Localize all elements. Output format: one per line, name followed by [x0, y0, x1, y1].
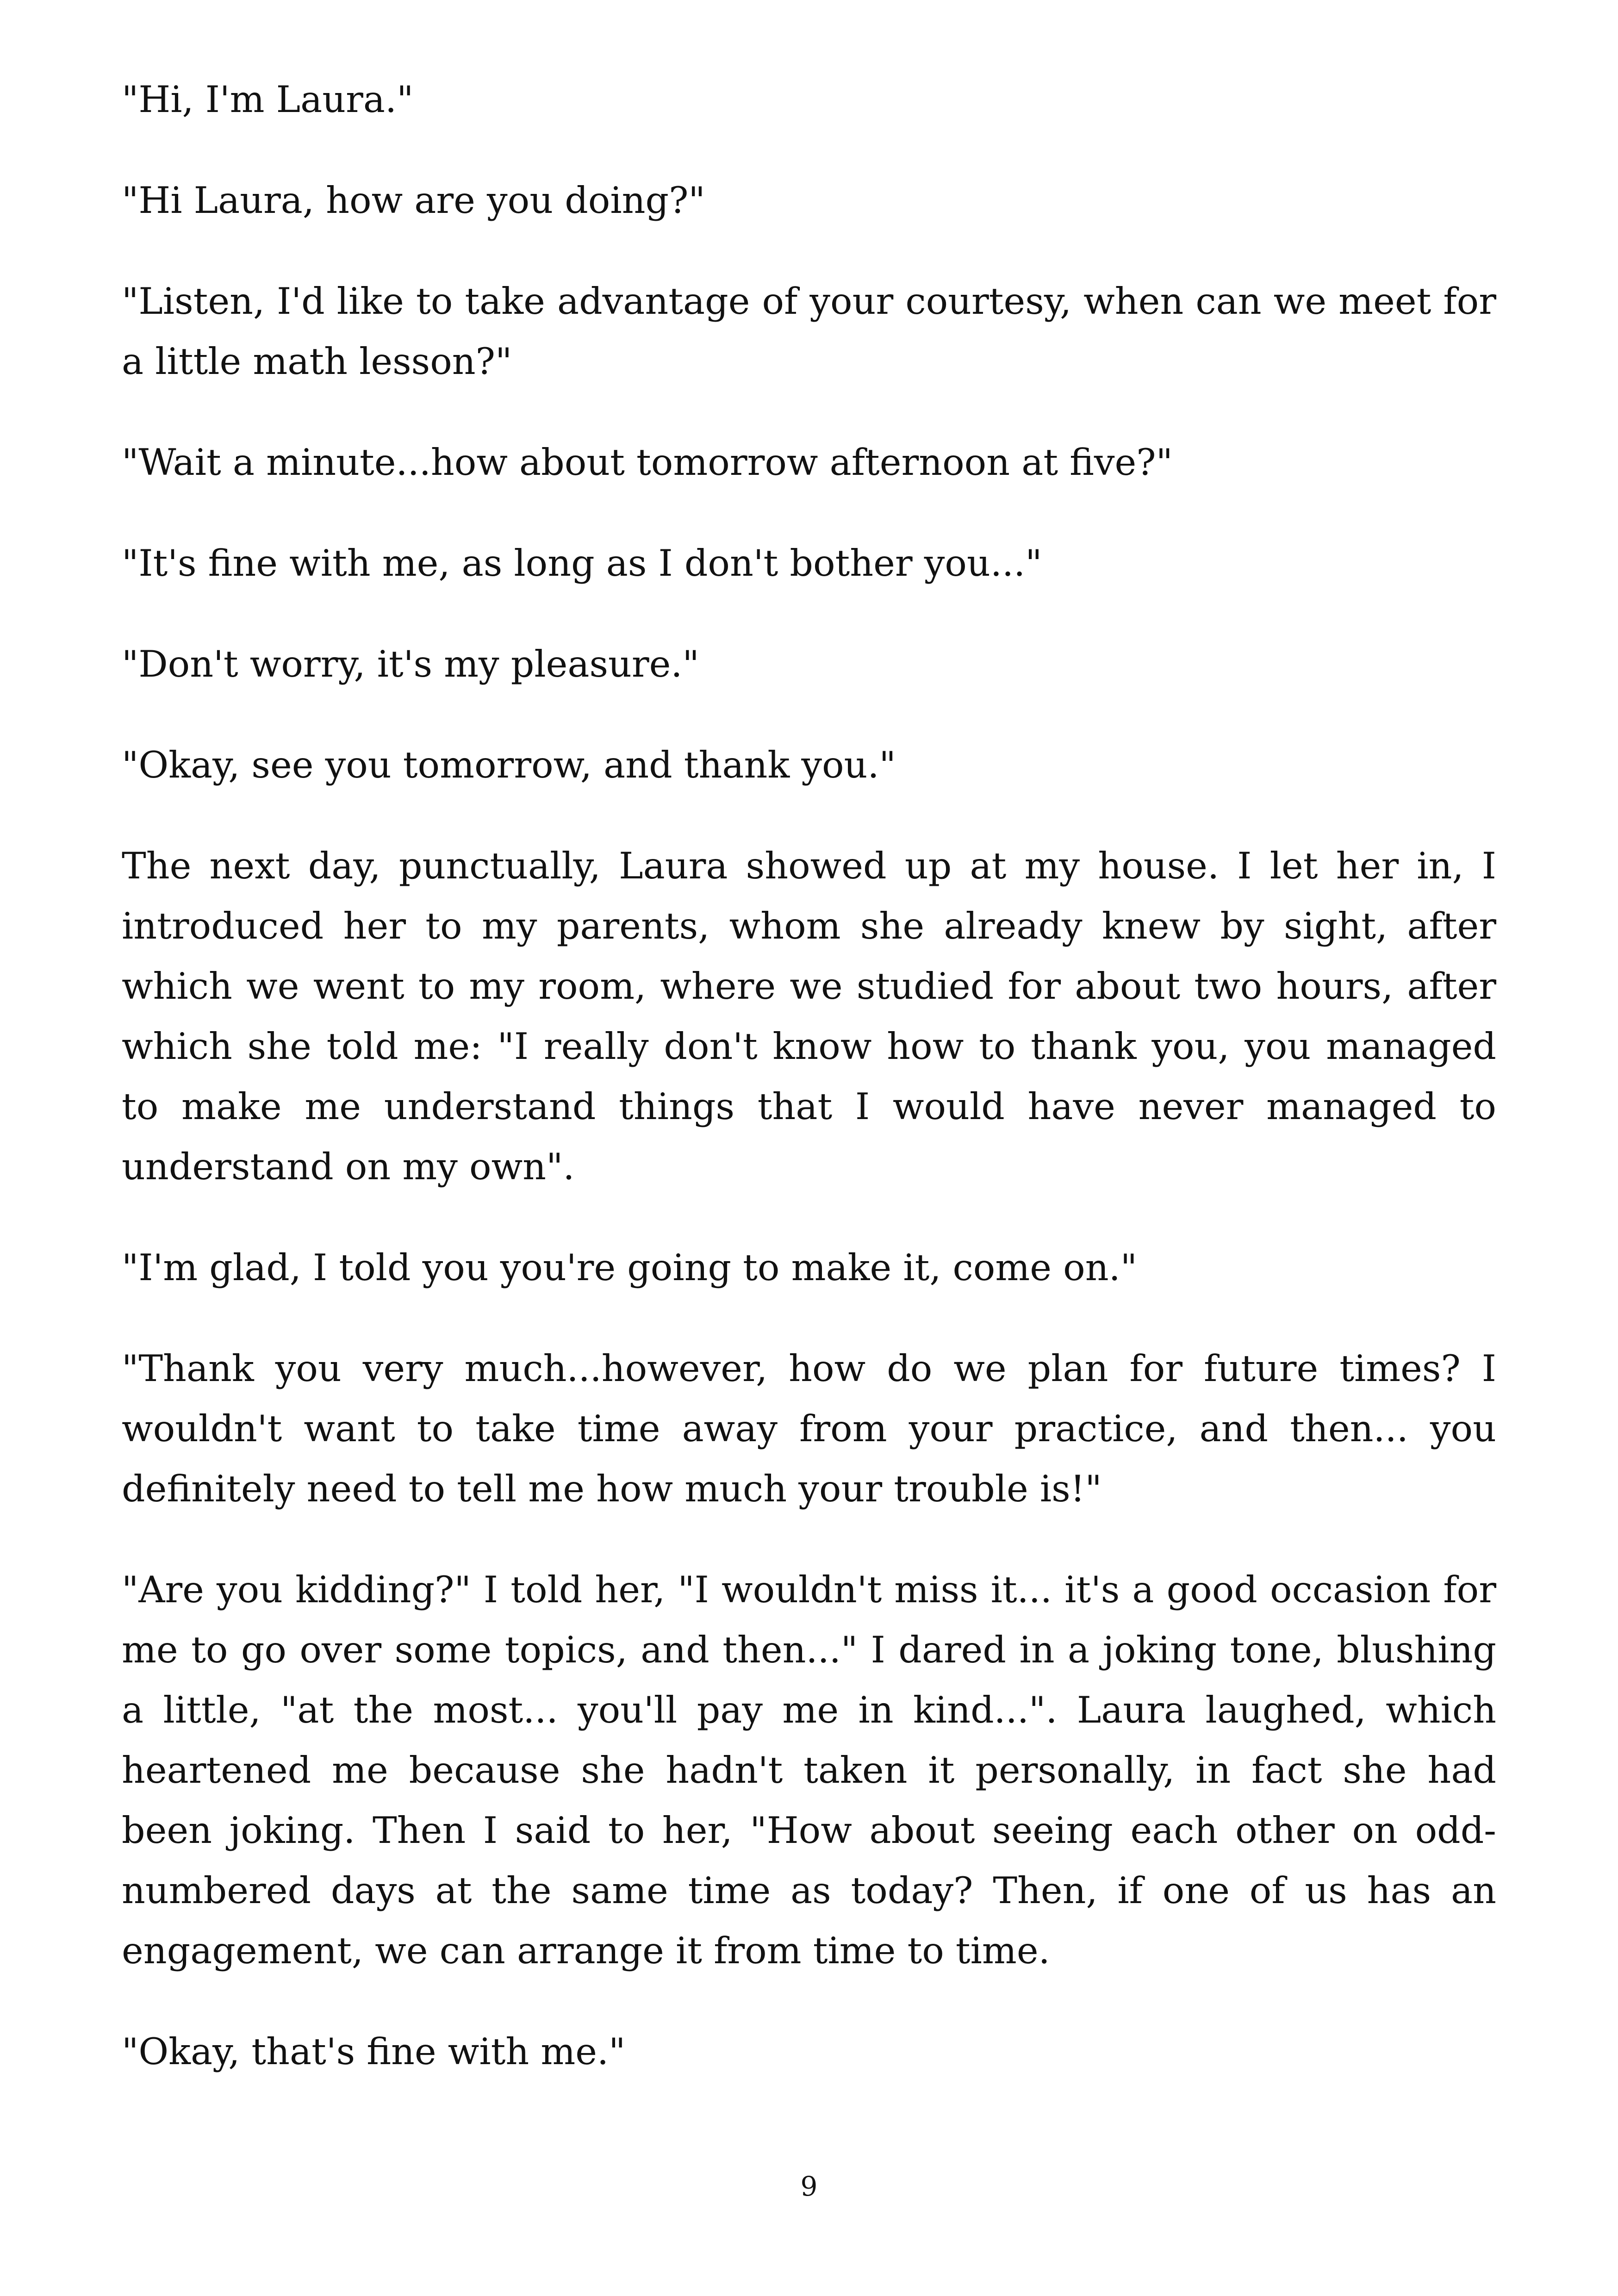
paragraph: "I'm glad, I told you you're going to make it, come on.": [122, 1246, 1138, 1289]
paragraph: "Listen, I'd like to take advantage of your courtesy, when can we meet for a little math lesson?": [122, 280, 1496, 383]
page-number: 9: [800, 2171, 818, 2202]
paragraph: "Hi Laura, how are you doing?": [122, 179, 705, 222]
page-body: [122, 69, 1496, 2122]
paragraph: The next day, punctually, Laura showed up at my house. I let her in, I introduced her to my parents, whom she already knew by sight, after which we went to my room, where we studied for about two hours, after which she told me: "I really don't know how to thank you, you managed to make me understand things that I would have never managed to understand on my own".: [122, 845, 1496, 1188]
paragraph: "Okay, that's fine with me.": [122, 2030, 626, 2073]
paragraph: "Don't worry, it's my pleasure.": [122, 643, 699, 685]
paragraph: "Okay, see you tomorrow, and thank you.": [122, 744, 896, 786]
paragraph: "It's fine with me, as long as I don't bother you...": [122, 542, 1042, 585]
paragraph: "Hi, I'm Laura.": [122, 78, 414, 121]
paragraph: "Are you kidding?" I told her, "I wouldn't miss it... it's a good occasion for me to go over some topics, and then..." I dared in a joking tone, blushing a little, "at the most... you'll pay me in kind...". Laura laughed, which heartened me because she hadn't taken it personally, in fact she had been joking. Then I said to her, "How about seeing each other on odd-numbered days at the same time as today? Then, if one of us has an engagement, we can arrange it from time to time.: [122, 1568, 1496, 1972]
paragraph: "Thank you very much...however, how do we plan for future times? I wouldn't want to take time away from your practice, and then... you definitely need to tell me how much your trouble is!": [122, 1347, 1496, 1510]
paragraph: "Wait a minute...how about tomorrow afternoon at five?": [122, 441, 1173, 484]
